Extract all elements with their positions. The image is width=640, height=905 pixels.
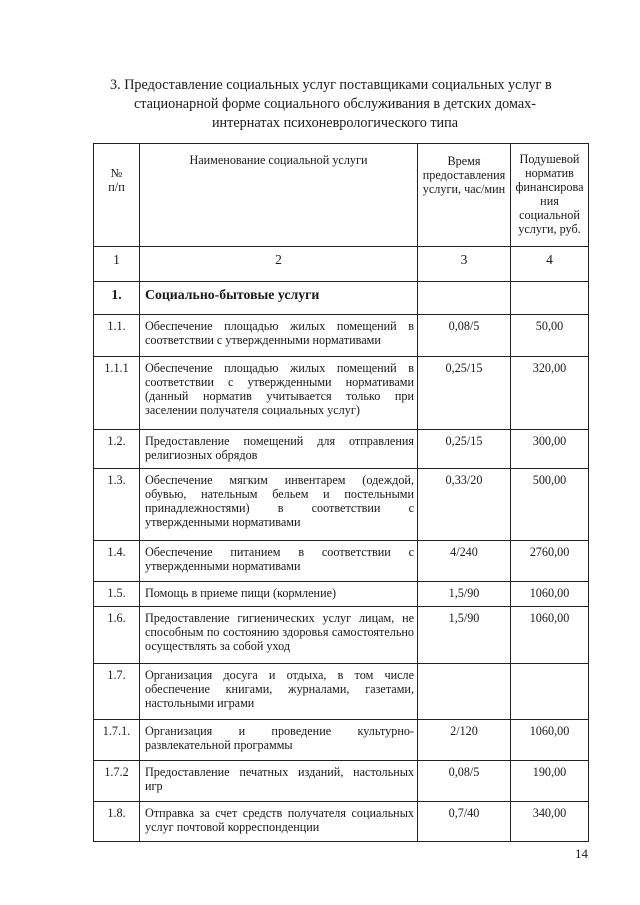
column-number: 3	[418, 247, 511, 282]
row-time: 0,7/40	[418, 802, 511, 842]
row-number: 1.1.	[94, 315, 140, 357]
row-number: 1.4.	[94, 541, 140, 582]
row-service-name: Предоставление гигиенических услуг лицам, не способным по состоянию здоровья самостоятельно осуществлять за собой уход	[140, 607, 418, 664]
row-rate: 320,00	[511, 357, 589, 430]
table-row	[94, 761, 589, 802]
column-number-row	[94, 247, 589, 282]
table-row	[94, 357, 589, 430]
table-header-row	[94, 144, 589, 247]
row-number: 1.3.	[94, 469, 140, 541]
row-rate: 1060,00	[511, 607, 589, 664]
table-row	[94, 315, 589, 357]
header-number-sign: №	[110, 166, 123, 180]
table-row	[94, 720, 589, 761]
row-rate	[511, 282, 589, 315]
header-service-name: Наименование социальной услуги	[140, 144, 418, 247]
row-number: 1.1.1	[94, 357, 140, 430]
row-time	[418, 282, 511, 315]
services-table	[93, 143, 589, 842]
row-rate: 2760,00	[511, 541, 589, 582]
row-number: 1.	[94, 282, 140, 315]
row-rate: 300,00	[511, 430, 589, 469]
header-number	[94, 144, 140, 247]
table-row	[94, 469, 589, 541]
table-row	[94, 430, 589, 469]
table-row-section	[94, 282, 589, 315]
row-service-name: Обеспечение площадью жилых помещений в соответствии с утвержденными нормативами (данный норматив учитывается только при заселении получателя социальных услуг)	[140, 357, 418, 430]
row-number: 1.2.	[94, 430, 140, 469]
row-rate: 500,00	[511, 469, 589, 541]
row-time: 0,33/20	[418, 469, 511, 541]
row-number: 1.7.1.	[94, 720, 140, 761]
row-rate: 1060,00	[511, 582, 589, 607]
header-service-time: Время предоставления услуги, час/мин	[418, 144, 511, 247]
row-service-name: Обеспечение площадью жилых помещений в соответствии с утвержденными нормативами	[140, 315, 418, 357]
row-time: 1,5/90	[418, 607, 511, 664]
row-time: 0,25/15	[418, 357, 511, 430]
column-number: 1	[94, 247, 140, 282]
row-rate: 340,00	[511, 802, 589, 842]
row-time: 0,25/15	[418, 430, 511, 469]
header-number-abbr: п/п	[108, 180, 125, 194]
row-time: 2/120	[418, 720, 511, 761]
row-service-name: Обеспечение питанием в соответствии с утвержденными нормативами	[140, 541, 418, 582]
table-row	[94, 607, 589, 664]
row-time: 4/240	[418, 541, 511, 582]
table-row	[94, 541, 589, 582]
heading-line-1: 3. Предоставление социальных услуг поставщиками социальных услуг в	[110, 77, 552, 93]
row-service-name: Организация досуга и отдыха, в том числе обеспечение книгами, журналами, газетами, настольными играми	[140, 664, 418, 720]
row-time: 0,08/5	[418, 761, 511, 802]
table-row	[94, 664, 589, 720]
row-number: 1.5.	[94, 582, 140, 607]
row-number: 1.7.	[94, 664, 140, 720]
row-number: 1.7.2	[94, 761, 140, 802]
row-service-name: Помощь в приеме пищи (кормление)	[140, 582, 418, 607]
heading-line-2: стационарной форме социального обслуживания в детских домах-	[133, 96, 537, 112]
row-time	[418, 664, 511, 720]
heading-line-3: интернатах психоневрологического типа	[211, 115, 459, 131]
table-row	[94, 582, 589, 607]
row-number: 1.8.	[94, 802, 140, 842]
column-number: 4	[511, 247, 589, 282]
column-number: 2	[140, 247, 418, 282]
row-service-name: Обеспечение мягким инвентарем (одеждой, обувью, нательным бельем и постельными принадлежностями) в соответствии с утвержденными нормативами	[140, 469, 418, 541]
section-heading	[100, 76, 570, 133]
row-service-name: Организация и проведение культурно-развлекательной программы	[140, 720, 418, 761]
row-time: 1,5/90	[418, 582, 511, 607]
header-funding-rate: Подушевой норматив финансирова ния социальной услуги, руб.	[511, 144, 589, 247]
row-rate: 50,00	[511, 315, 589, 357]
row-service-name: Предоставление помещений для отправления религиозных обрядов	[140, 430, 418, 469]
page-number: 14	[575, 846, 588, 861]
row-rate: 190,00	[511, 761, 589, 802]
table-row	[94, 802, 589, 842]
row-service-name: Социально-бытовые услуги	[140, 282, 418, 315]
row-rate: 1060,00	[511, 720, 589, 761]
row-service-name: Отправка за счет средств получателя социальных услуг почтовой корреспонденции	[140, 802, 418, 842]
row-time: 0,08/5	[418, 315, 511, 357]
row-number: 1.6.	[94, 607, 140, 664]
row-rate	[511, 664, 589, 720]
row-service-name: Предоставление печатных изданий, настольных игр	[140, 761, 418, 802]
